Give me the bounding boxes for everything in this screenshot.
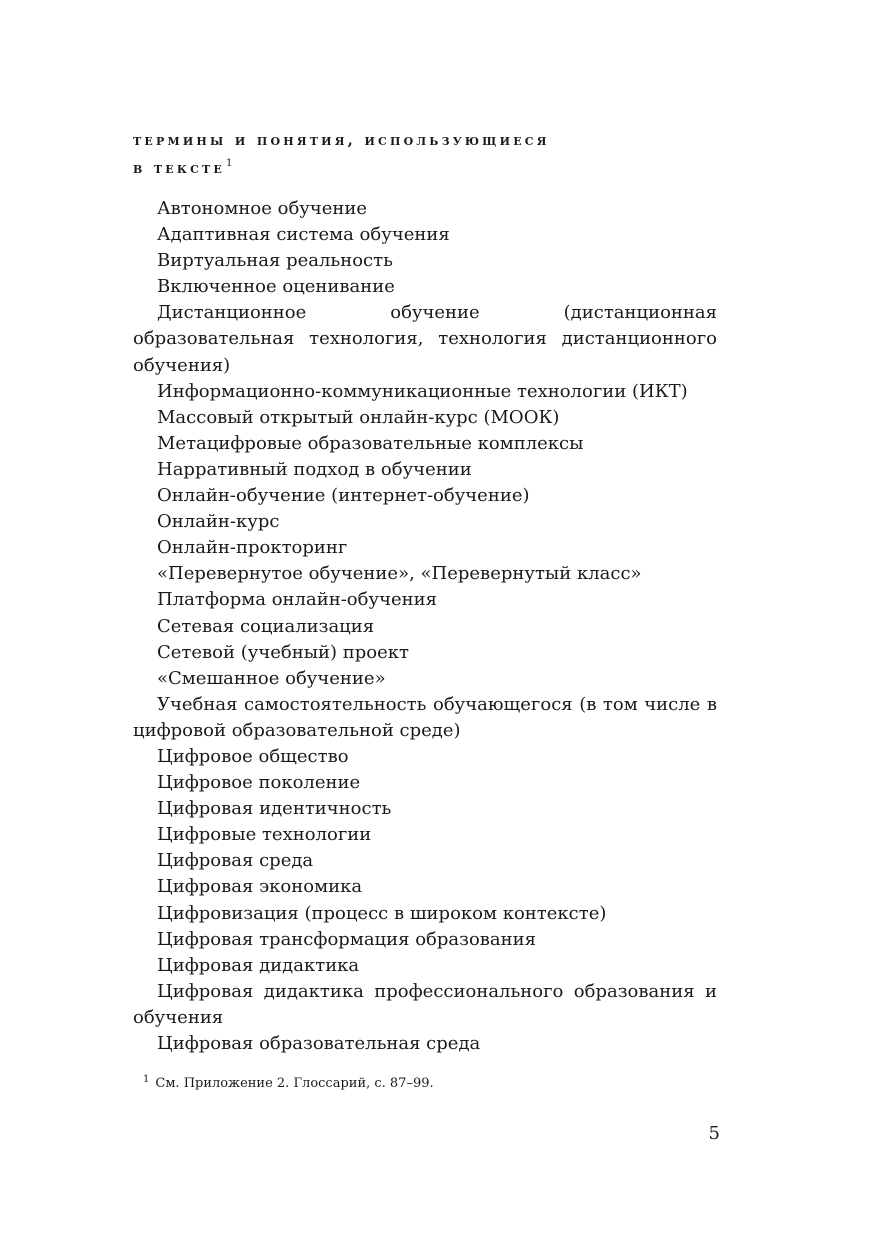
term-item: Информационно-коммуникационные технологии (ИКТ)	[157, 380, 688, 402]
term-item: Адаптивная система обучения	[157, 224, 450, 246]
term-item	[133, 979, 717, 1031]
term-item: Цифровая образовательная среда	[157, 1033, 481, 1054]
section-heading-line1: термины и понятия, использующиеся	[133, 131, 550, 149]
section-heading-line2: в тексте	[133, 159, 226, 177]
terms-list	[133, 196, 717, 1057]
term-item-text: Учебная самостоятельность обучающегося (в том числе в цифровой образовательной среде)	[133, 693, 717, 741]
term-item: Виртуальная реальность	[157, 250, 393, 272]
term-item: Сетевой (учебный) проект	[157, 641, 410, 663]
footnote	[143, 1075, 434, 1094]
footnote-reference[interactable]: 1	[226, 158, 233, 169]
term-item: Массовый открытый онлайн-курс (МООК)	[157, 406, 560, 428]
term-item: Цифровая дидактика	[157, 954, 360, 976]
term-item: Цифровая среда	[157, 850, 314, 872]
term-item: Онлайн-курс	[157, 511, 280, 533]
term-item: «Смешанное обучение»	[157, 667, 386, 689]
page-number: 5	[708, 1123, 720, 1144]
term-item: Цифровая экономика	[157, 876, 363, 898]
term-item: Цифровое общество	[157, 745, 349, 767]
term-item: Нарративный подход в обучении	[157, 458, 472, 480]
term-item: Онлайн-прокторинг	[157, 537, 348, 559]
term-item: Включенное оценивание	[157, 276, 395, 298]
term-item-text: Дистанционное обучение (дистанционная образовательная технология, технология дистанционного обучения)	[133, 302, 717, 376]
term-item: Цифровая идентичность	[157, 798, 392, 820]
footnote-text: См. Приложение 2. Глоссарий, с. 87–99.	[155, 1076, 434, 1091]
term-item: «Перевернутое обучение», «Перевернутый класс»	[157, 563, 642, 585]
term-item	[133, 692, 717, 744]
term-item	[133, 300, 717, 378]
term-item: Метацифровые образовательные комплексы	[157, 432, 584, 454]
term-item: Цифровизация (процесс в широком контексте)	[157, 902, 607, 924]
footnote-mark: 1	[143, 1074, 150, 1085]
term-item: Сетевая социализация	[157, 615, 375, 637]
term-item: Автономное обучение	[157, 198, 368, 219]
term-item: Платформа онлайн-обучения	[157, 589, 437, 611]
term-item: Цифровое поколение	[157, 772, 361, 794]
term-item: Цифровая трансформация образования	[157, 928, 537, 950]
term-item: Онлайн-обучение (интернет-обучение)	[157, 485, 530, 507]
term-item: Цифровые технологии	[157, 824, 372, 846]
term-item-text: Цифровая дидактика профессионального образования и обучения	[133, 980, 717, 1028]
section-heading	[133, 126, 733, 182]
